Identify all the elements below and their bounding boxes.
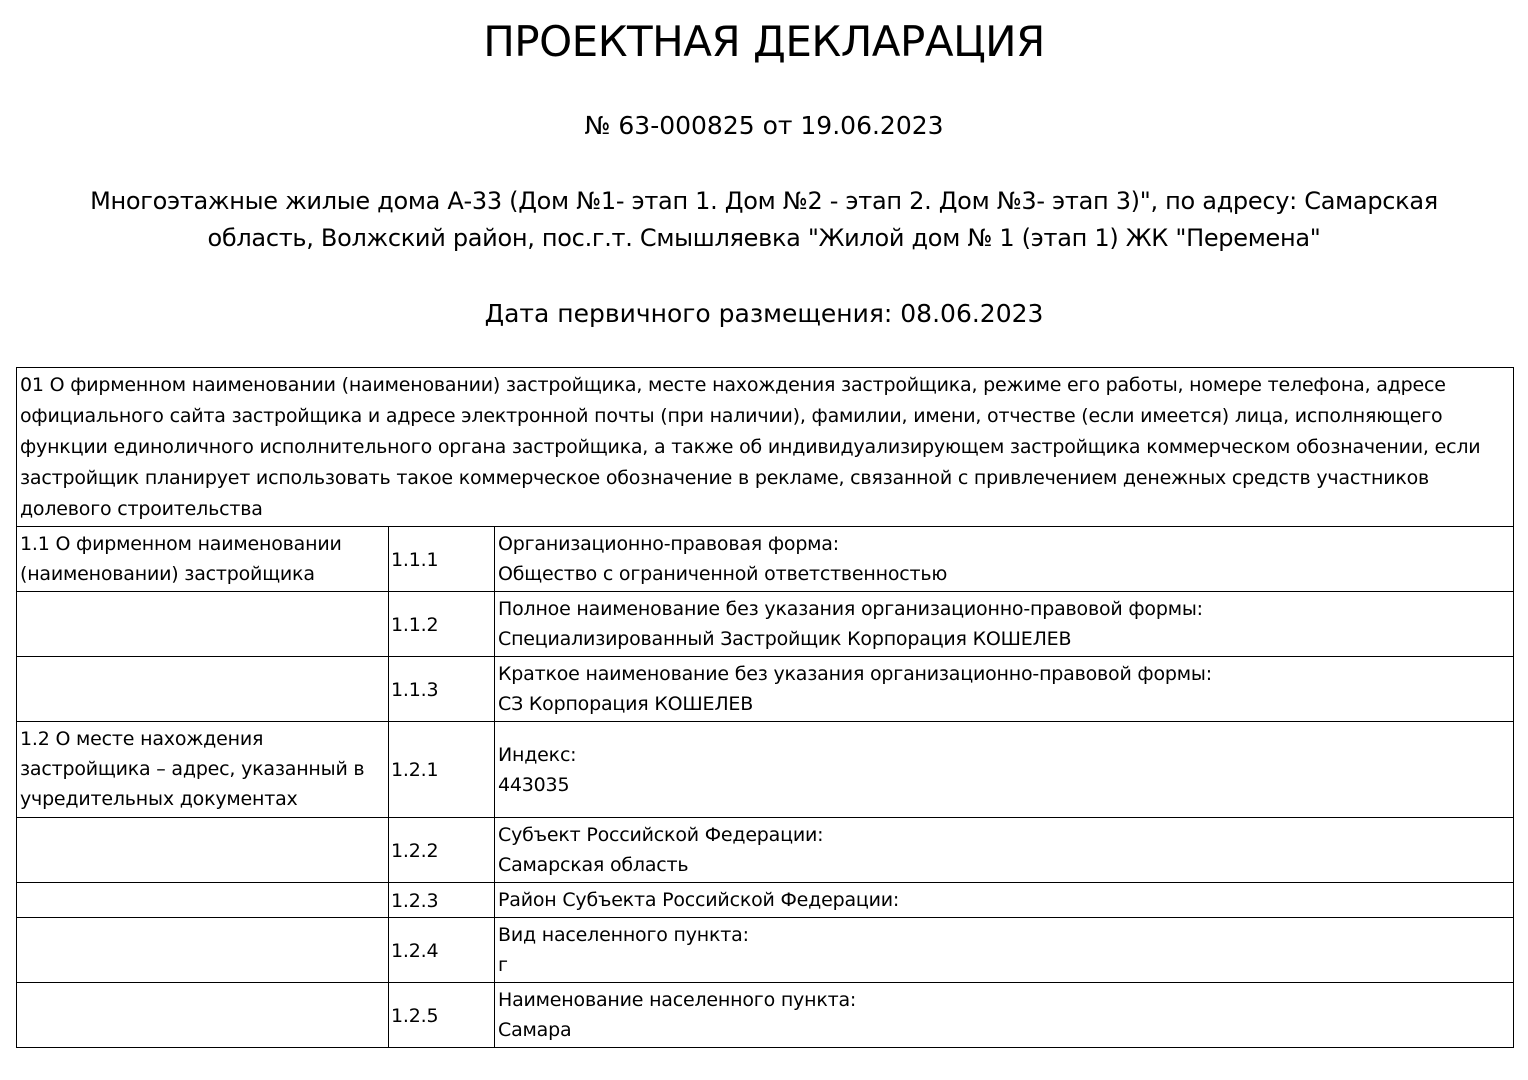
item-content bbox=[495, 818, 1514, 883]
item-content bbox=[495, 983, 1514, 1048]
item-content bbox=[495, 592, 1514, 657]
item-value: Специализированный Застройщик Корпорация КОШЕЛЕВ bbox=[498, 628, 1072, 650]
item-code: 1.1.3 bbox=[389, 657, 495, 722]
group-cell bbox=[17, 918, 389, 983]
group-cell bbox=[17, 657, 389, 722]
item-label: Индекс: bbox=[498, 744, 577, 766]
object-description bbox=[16, 183, 1512, 257]
table-row bbox=[17, 918, 1514, 983]
item-label: Субъект Российской Федерации: bbox=[498, 824, 824, 846]
document-title: ПРОЕКТНАЯ ДЕКЛАРАЦИЯ bbox=[483, 17, 1045, 66]
item-code: 1.2.4 bbox=[389, 918, 495, 983]
item-code: 1.1.2 bbox=[389, 592, 495, 657]
item-code: 1.2.1 bbox=[389, 722, 495, 818]
group-cell bbox=[17, 592, 389, 657]
item-value: Общество с ограниченной ответственностью bbox=[498, 563, 948, 585]
item-value: г bbox=[498, 954, 508, 976]
group-cell: 1.1 О фирменном наименовании (наименовании) застройщика bbox=[17, 527, 389, 592]
item-content bbox=[495, 883, 1514, 918]
item-value: Самара bbox=[498, 1019, 572, 1041]
item-label: Наименование населенного пункта: bbox=[498, 989, 857, 1011]
group-cell bbox=[17, 818, 389, 883]
table-row bbox=[17, 527, 1514, 592]
item-code: 1.1.1 bbox=[389, 527, 495, 592]
item-content bbox=[495, 918, 1514, 983]
item-label: Район Субъекта Российской Федерации: bbox=[498, 889, 900, 911]
table-row bbox=[17, 883, 1514, 918]
item-label: Краткое наименование без указания организационно-правовой формы: bbox=[498, 663, 1212, 685]
declaration-table bbox=[16, 367, 1514, 1048]
item-code: 1.2.2 bbox=[389, 818, 495, 883]
table-row bbox=[17, 592, 1514, 657]
section-01-text: 01 О фирменном наименовании (наименовании) застройщика, месте нахождения застройщика, режиме его работы, номере телефона, адресе официального сайта застройщика и адресе электронной почты (при наличии), фамилии, имени, отчестве (если имеется) лица, исполняющего функции единоличного исполнительного органа застройщика, а также об индивидуализирующем застройщика коммерческом обозначении, если застройщик планирует использовать такое коммерческое обозначение в рекламе, связанной с привлечением денежных средств участников долевого строительства bbox=[17, 368, 1514, 527]
section-header-row bbox=[17, 368, 1514, 527]
placement-date: Дата первичного размещения: 08.06.2023 bbox=[484, 299, 1044, 328]
item-value: Самарская область bbox=[498, 854, 689, 876]
object-description-line-1: Многоэтажные жилые дома А-33 (Дом №1- этап 1. Дом №2 - этап 2. Дом №3- этап 3)", по адресу: Самарская bbox=[90, 187, 1438, 215]
group-cell: 1.2 О месте нахождения застройщика – адрес, указанный в учредительных документах bbox=[17, 722, 389, 818]
item-value: СЗ Корпорация КОШЕЛЕВ bbox=[498, 693, 754, 715]
item-label: Организационно-правовая форма: bbox=[498, 533, 839, 555]
table-row bbox=[17, 722, 1514, 818]
item-content bbox=[495, 722, 1514, 818]
item-code: 1.2.3 bbox=[389, 883, 495, 918]
item-label: Вид населенного пункта: bbox=[498, 924, 749, 946]
table-row bbox=[17, 818, 1514, 883]
item-content bbox=[495, 657, 1514, 722]
table-row bbox=[17, 657, 1514, 722]
object-description-line-2: область, Волжский район, пос.г.т. Смышляевка "Жилой дом № 1 (этап 1) ЖК "Перемена" bbox=[207, 224, 1321, 252]
item-content bbox=[495, 527, 1514, 592]
group-cell bbox=[17, 883, 389, 918]
item-code: 1.2.5 bbox=[389, 983, 495, 1048]
item-value: 443035 bbox=[498, 774, 570, 796]
declaration-number: № 63-000825 от 19.06.2023 bbox=[584, 111, 944, 140]
table-row bbox=[17, 983, 1514, 1048]
item-label: Полное наименование без указания организационно-правовой формы: bbox=[498, 598, 1203, 620]
group-cell bbox=[17, 983, 389, 1048]
